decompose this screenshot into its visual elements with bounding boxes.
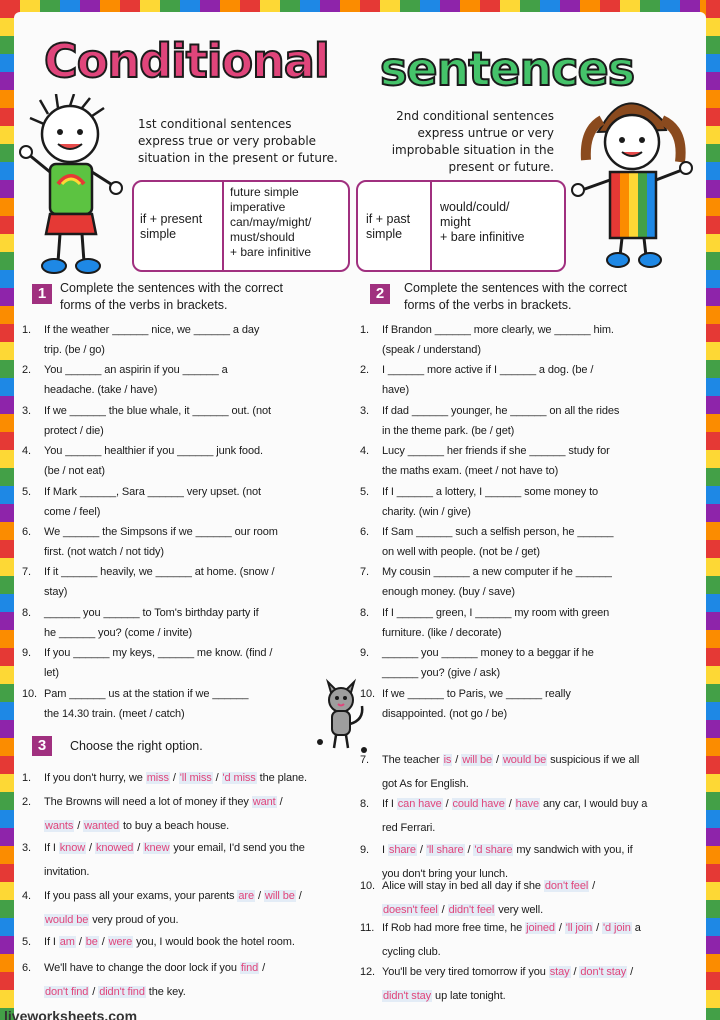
answer-option[interactable]: want <box>252 796 276 808</box>
item-line-2: he ______ you? (come / invite) <box>44 626 193 639</box>
exercise-item <box>360 562 700 602</box>
answer-option[interactable]: 'll miss <box>179 772 212 784</box>
item-line-2: let) <box>44 667 59 680</box>
answer-option[interactable]: were <box>108 936 133 948</box>
choice-text: any car, I would buy a <box>540 798 648 810</box>
choice-text: If I <box>44 936 59 948</box>
answer-option[interactable]: know <box>59 842 86 854</box>
choice-line <box>44 958 265 978</box>
choice-line <box>382 876 595 896</box>
choice-text: / <box>98 936 108 948</box>
choice-text: / <box>212 772 222 784</box>
answer-option[interactable]: knew <box>144 842 170 854</box>
choice-text: If I <box>382 798 397 810</box>
first-main-clause: future simple imperative can/may/might/ must/should + bare infinitive <box>230 185 312 259</box>
answer-option[interactable]: miss <box>146 772 169 784</box>
exercise-item <box>360 320 700 360</box>
item-number: 2. <box>360 364 369 377</box>
choice-line <box>382 900 543 920</box>
exercise-item <box>360 643 700 683</box>
item-number: 10. <box>22 687 37 700</box>
item-line-2: trip. (be / go) <box>44 344 105 356</box>
title-word-2: sentences <box>380 42 635 96</box>
choice-text: got As for English. <box>382 778 469 790</box>
item-line-2: protect / die) <box>44 424 104 437</box>
choice-text: the plane. <box>256 772 307 784</box>
choice-text: / <box>438 904 448 916</box>
item-number: 1. <box>360 324 369 336</box>
answer-option[interactable]: doesn't feel <box>383 904 438 916</box>
answer-option[interactable]: are <box>238 890 254 902</box>
choice-text: / <box>276 796 283 808</box>
exercise-2-number: 2 <box>370 284 390 304</box>
item-number: 4. <box>22 445 31 458</box>
answer-option[interactable]: don't stay <box>580 966 627 978</box>
item-line-2: headache. (take / have) <box>44 384 158 397</box>
choice-text: If you don't hurry, we <box>44 772 146 784</box>
choice-text: your email, I'd send you the <box>170 842 305 854</box>
answer-option[interactable]: 'd join <box>603 922 631 934</box>
choice-text: If Rob had more free time, he <box>382 922 526 934</box>
choice-text: / <box>505 798 515 810</box>
choice-line <box>44 982 186 1002</box>
choice-text: you don't bring your lunch. <box>382 868 508 880</box>
choice-line <box>382 942 441 962</box>
exercise-item <box>360 360 700 400</box>
first-conditional-box <box>132 180 350 272</box>
answer-option[interactable]: 'll join <box>565 922 593 934</box>
item-number: 12. <box>360 966 375 978</box>
answer-option[interactable]: could have <box>452 798 505 810</box>
exercise-item <box>22 320 352 360</box>
exercise-item <box>360 441 700 481</box>
choice-line <box>44 932 295 952</box>
exercise-2-instruction: Complete the sentences with the correct forms of the verbs in brackets. <box>404 281 628 312</box>
exercise-item <box>360 401 700 441</box>
choice-text: You'll be very tired tomorrow if you <box>382 966 549 978</box>
item-line-1[interactable]: If I ______ a lottery, I ______ some money to <box>382 485 599 498</box>
exercise-item <box>22 603 352 643</box>
answer-option[interactable]: didn't stay <box>383 990 432 1002</box>
item-number: 1. <box>22 772 31 784</box>
exercise-item <box>22 360 352 400</box>
choice-text: I <box>382 844 388 856</box>
exercise-item <box>360 684 700 724</box>
item-line-1[interactable]: Pam ______ us at the station if we ______ <box>44 687 249 700</box>
answer-option[interactable]: knowed <box>95 842 134 854</box>
choice-text: / <box>255 890 264 902</box>
answer-option[interactable]: wants <box>45 820 74 832</box>
second-conditional-box <box>356 180 566 272</box>
choice-line <box>382 774 469 794</box>
item-line-2: (speak / understand) <box>382 344 481 356</box>
answer-option[interactable]: be <box>85 936 98 948</box>
answer-option[interactable]: is <box>443 754 452 766</box>
choice-text: Alice will stay in bed all day if she <box>382 880 544 892</box>
choice-text: / <box>74 820 84 832</box>
item-line-1[interactable]: I ______ more active if I ______ a dog. (be / <box>382 364 594 377</box>
item-number: 5. <box>22 485 31 498</box>
cat-illustration <box>314 676 370 756</box>
item-line-1[interactable]: If Sam ______ such a selfish person, he ______ <box>382 526 614 538</box>
item-number: 9. <box>22 647 31 660</box>
item-number: 10. <box>360 880 375 892</box>
item-number: 4. <box>22 890 31 902</box>
item-number: 3. <box>360 404 369 417</box>
girl-illustration <box>566 90 696 280</box>
item-line-2: have) <box>382 384 410 397</box>
choice-text: The Browns will need a lot of money if they <box>44 796 252 808</box>
choice-line <box>44 838 305 858</box>
item-number: 3. <box>22 404 31 417</box>
choice-text: / <box>89 986 99 998</box>
choice-line <box>44 768 307 788</box>
choice-text: / <box>416 844 426 856</box>
choice-text: / <box>442 798 452 810</box>
item-line-2: come / feel) <box>44 505 101 518</box>
item-number: 8. <box>360 606 369 619</box>
choice-text: / <box>452 754 462 766</box>
item-line-1[interactable]: If Brandon ______ more clearly, we ______ him. <box>382 324 614 336</box>
choice-text: red Ferrari. <box>382 822 436 834</box>
choice-line <box>44 816 229 836</box>
choice-line <box>382 794 647 814</box>
item-number: 10. <box>360 687 375 700</box>
item-number: 9. <box>360 844 369 856</box>
exercise-item <box>22 643 352 683</box>
choice-text: If I <box>44 842 59 854</box>
choice-text: The teacher <box>382 754 443 766</box>
answer-option[interactable]: 'd miss <box>222 772 256 784</box>
second-if-clause: if + past simple <box>366 212 411 241</box>
item-line-1[interactable]: You ______ an aspirin if you ______ a <box>44 364 228 377</box>
item-line-2: ______ you? (give / ask) <box>382 667 501 680</box>
choice-text: invitation. <box>44 866 90 878</box>
exercise-3-instruction: Choose the right option. <box>70 739 203 753</box>
choice-text: the key. <box>145 986 186 998</box>
item-line-1[interactable]: ______ you ______ to Tom's birthday party if <box>44 606 259 619</box>
exercise-item <box>22 401 352 441</box>
exercise-item <box>22 482 352 522</box>
choice-text: to buy a beach house. <box>120 820 230 832</box>
item-line-2: disappointed. (not go / be) <box>382 707 508 720</box>
choice-text: If you pass all your exams, your parents <box>44 890 238 902</box>
rainbow-border-right <box>706 0 720 1020</box>
choice-text: / <box>627 966 634 978</box>
choice-text: you, I would book the hotel room. <box>133 936 295 948</box>
second-conditional-desc: 2nd conditional sentences express untrue or very improbable situation in the present or future. <box>391 109 554 174</box>
choice-text: / <box>134 842 144 854</box>
item-number: 6. <box>22 526 31 538</box>
item-line-1[interactable]: You ______ healthier if you ______ junk food. <box>44 445 263 458</box>
item-line-1[interactable]: If dad ______ younger, he ______ on all the rides <box>382 404 620 417</box>
answer-option[interactable]: will be <box>264 890 295 902</box>
choice-text: / <box>295 890 302 902</box>
item-line-1[interactable]: Lucy ______ her friends if she ______ study for <box>382 445 610 458</box>
item-line-2: enough money. (buy / save) <box>382 586 515 599</box>
choice-text: cycling club. <box>382 946 441 958</box>
answer-option[interactable]: have <box>515 798 540 810</box>
choice-text: / <box>169 772 179 784</box>
item-number: 4. <box>360 445 369 458</box>
answer-option[interactable]: am <box>59 936 75 948</box>
answer-option[interactable]: didn't find <box>99 986 145 998</box>
answer-option[interactable]: 'd share <box>474 844 513 856</box>
exercise-1-instruction: Complete the sentences with the correct forms of the verbs in brackets. <box>60 281 284 312</box>
boy-illustration <box>18 94 128 284</box>
first-conditional-desc: 1st conditional sentences express true or very probable situation in the present or future. <box>138 117 338 165</box>
item-line-1[interactable]: ______ you ______ money to a beggar if he <box>382 647 594 660</box>
exercise-item <box>22 522 352 562</box>
second-main-clause: would/could/ might + bare infinitive <box>440 200 525 244</box>
item-number: 11. <box>360 922 375 934</box>
answer-option[interactable]: share <box>388 844 416 856</box>
choice-line <box>382 986 506 1006</box>
answer-option[interactable]: will be <box>462 754 493 766</box>
choice-text: a <box>631 922 641 934</box>
choice-text: my sandwich with you, if <box>513 844 633 856</box>
answer-option[interactable]: stay <box>549 966 570 978</box>
choice-text: very well. <box>495 904 544 916</box>
item-number: 7. <box>22 566 31 579</box>
item-line-1[interactable]: If Mark ______, Sara ______ very upset. (not <box>44 485 261 498</box>
item-line-2: furniture. (like / decorate) <box>382 626 502 639</box>
answer-option[interactable]: don't find <box>45 986 89 998</box>
item-line-2: on well with people. (not be / get) <box>382 546 540 558</box>
exercise-3-number: 3 <box>32 736 52 756</box>
item-line-1[interactable]: If we ______ the blue whale, it ______ out. (not <box>44 404 271 417</box>
item-number: 7. <box>360 566 369 579</box>
title-word-1: Conditional <box>44 34 329 88</box>
choice-line <box>382 962 633 982</box>
item-line-2: in the theme park. (be / get) <box>382 424 515 437</box>
item-line-2: the maths exam. (meet / not have to) <box>382 465 559 478</box>
exercise-item <box>22 684 352 724</box>
item-number: 8. <box>22 606 31 619</box>
choice-text: / <box>75 936 85 948</box>
choice-text: / <box>555 922 565 934</box>
choice-text: suspicious if we all <box>547 754 640 766</box>
choice-line <box>44 792 283 812</box>
exercise-item <box>360 603 700 643</box>
answer-option[interactable]: would be <box>502 754 547 766</box>
choice-line <box>382 840 633 860</box>
choice-line <box>382 818 435 838</box>
item-number: 9. <box>360 647 369 660</box>
item-number: 2. <box>22 364 31 377</box>
exercise-1-number: 1 <box>32 284 52 304</box>
choice-text: very proud of you. <box>89 914 179 926</box>
exercise-item <box>360 522 700 562</box>
answer-option[interactable]: 'll share <box>426 844 464 856</box>
item-line-1[interactable]: If you ______ my keys, ______ me know. (find / <box>44 647 273 660</box>
choice-text: / <box>589 880 596 892</box>
choice-text: / <box>593 922 603 934</box>
item-line-2: first. (not watch / not tidy) <box>44 546 164 558</box>
rainbow-border-left <box>0 0 14 1020</box>
item-number: 3. <box>22 842 31 854</box>
answer-option[interactable]: wanted <box>84 820 119 832</box>
item-line-1[interactable]: If I ______ green, I ______ my room with green <box>382 606 610 619</box>
item-number: 5. <box>22 936 31 948</box>
item-number: 7. <box>360 754 369 766</box>
exercise-item <box>22 441 352 481</box>
answer-option[interactable]: don't feel <box>544 880 589 892</box>
choice-text: up late tonight. <box>432 990 506 1002</box>
item-line-2: charity. (win / give) <box>382 505 471 518</box>
choice-text: / <box>464 844 474 856</box>
answer-option[interactable]: can have <box>397 798 442 810</box>
answer-option[interactable]: find <box>240 962 259 974</box>
worksheet <box>14 12 706 1020</box>
item-line-1[interactable]: My cousin ______ a new computer if he ______ <box>382 566 612 579</box>
answer-option[interactable]: would be <box>45 914 89 926</box>
item-number: 1. <box>22 324 31 336</box>
item-line-2: the 14.30 train. (meet / catch) <box>44 707 185 720</box>
choice-text: / <box>493 754 502 766</box>
item-number: 8. <box>360 798 369 810</box>
choice-text: We'll have to change the door lock if you <box>44 962 240 974</box>
item-line-1[interactable]: If we ______ to Paris, we ______ really <box>382 687 571 700</box>
exercise-item <box>22 562 352 602</box>
item-number: 5. <box>360 485 369 498</box>
item-number: 6. <box>22 962 31 974</box>
choice-line <box>44 910 178 930</box>
first-if-clause: if + present simple <box>140 212 203 241</box>
answer-option[interactable]: joined <box>526 922 555 934</box>
exercise-item <box>360 482 700 522</box>
choice-line <box>382 918 641 938</box>
item-line-1[interactable]: We ______ the Simpsons if we ______ our room <box>44 526 278 538</box>
choice-line <box>44 862 89 882</box>
choice-line <box>382 750 639 770</box>
item-number: 6. <box>360 526 369 538</box>
choice-text: / <box>259 962 266 974</box>
item-line-1[interactable]: If the weather ______ nice, we ______ a day <box>44 324 260 336</box>
item-number: 2. <box>22 796 31 808</box>
footer-watermark: liveworksheets.com <box>4 1008 138 1020</box>
choice-text: / <box>570 966 580 978</box>
choice-text: / <box>86 842 95 854</box>
item-line-2: stay) <box>44 586 68 599</box>
choice-line <box>44 886 302 906</box>
answer-option[interactable]: didn't feel <box>448 904 495 916</box>
item-line-1[interactable]: If it ______ heavily, we ______ at home. (snow / <box>44 566 275 579</box>
item-line-2: (be / not eat) <box>44 465 105 478</box>
